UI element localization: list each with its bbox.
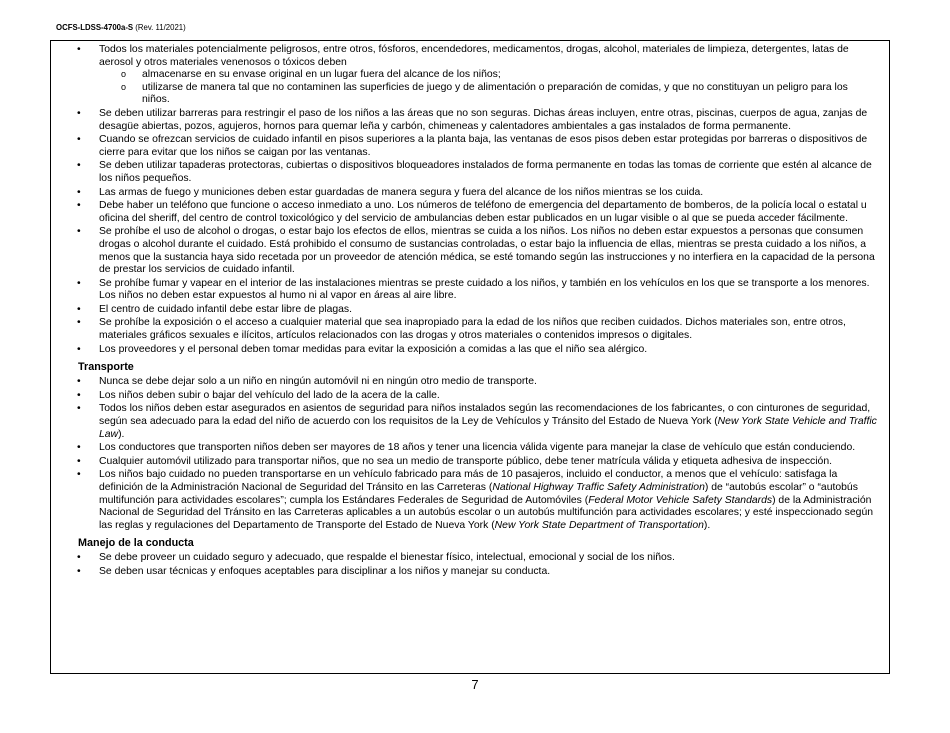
list-item: • Cualquier automóvil utilizado para transportar niños, que no sea un medio de transporte público, debe tener matrícula válida y etiqueta adhesiva de inspección. <box>50 456 890 469</box>
standards-name: Federal Motor Vehicle Safety Standards <box>588 494 773 506</box>
document-body <box>50 44 890 580</box>
list-item: • Se prohíbe la exposición o el acceso a cualquier material que sea inapropiado para la edad de los niños que reciben cuidados. Dichos materiales son, entre otros, materiales gráficos sexuales e ilícitos, artículos relacionados con las drogas y otros materiales o contenidos impresos o digitales. <box>50 317 890 342</box>
section-heading-transport: Transporte <box>78 361 134 374</box>
law-name: New York State Vehicle and Traffic Law <box>99 416 877 440</box>
department-name: New York State Department of Transportation <box>494 519 704 531</box>
list-item: • Las armas de fuego y municiones deben estar guardadas de manera segura y fuera del alcance de los niños mientras se los cuida. <box>50 187 890 200</box>
list-item: • Se debe proveer un cuidado seguro y adecuado, que respalde el bienestar físico, intelectual, emocional y social de los niños. <box>50 552 890 565</box>
list-item: • Los niños deben subir o bajar del vehículo del lado de la acera de la calle. <box>50 390 890 403</box>
sub-list-item: o utilizarse de manera tal que no contaminen las superficies de juego y de alimentación o preparación de comidas, y que no constituyan un peligro para los niños. <box>99 82 878 107</box>
list-item: • Los niños bajo cuidado no pueden transportarse en un vehículo fabricado para más de 10 pasajeros, incluido el conductor, a menos que el vehículo: satisfaga la definición de la Administración Nacional de Seguridad del Tránsito en las Carreteras (National Highway Traffic Safety Administration) de “autobús escolar” o “autobús multifunción para actividades escolares”; cumpla los Estándares Federales de Seguridad de Automóviles (Federal Motor Vehicle Safety Standards) de la Administración Nacional de Seguridad del Tránsito en las Carreteras aplicables a un autobús escolar o un autobús multifunción para actividades escolares; y esté inspeccionado según las reglas y regulaciones del Departamento de Transporte del Estado de Nueva York (New York State Department of Transportation). <box>50 469 890 532</box>
list-item: • Todos los niños deben estar asegurados en asientos de seguridad para niños instalados según las recomendaciones de los fabricantes, o con cinturones de seguridad, según sea adecuado para la edad del niño de acuerdo con los requisitos de la Ley de Vehículos y Tránsito del Estado de Nueva York (New York State Vehicle and Traffic Law). <box>50 403 890 441</box>
form-header <box>56 23 186 32</box>
page-number: 7 <box>471 677 479 692</box>
list-item: • Los proveedores y el personal deben tomar medidas para evitar la exposición a comidas a las que el niño sea alérgico. <box>50 344 890 357</box>
sub-list-item: o almacenarse en su envase original en un lugar fuera del alcance de los niños; <box>99 69 878 82</box>
list-item: • Se deben utilizar tapaderas protectoras, cubiertas o dispositivos bloqueadores instalados de forma permanente en todas las tomas de corriente que estén al alcance de los niños pequeños. <box>50 160 890 185</box>
list-item: • Se deben utilizar barreras para restringir el paso de los niños a las áreas que no son seguras. Dichas áreas incluyen, entre otras, piscinas, cuerpos de agua, zanjas de desagüe abiertas, pozos, agujeros, hornos para quemar leña y carbón, chimeneas y calentadores ambientales a gas instalados de forma permanente. <box>50 108 890 133</box>
sub-list <box>99 69 878 107</box>
list-item: • Se prohíbe fumar y vapear en el interior de las instalaciones mientras se preste cuidado a los niños, y también en los vehículos en los que se transporte a los menores. Los niños no deben estar expuestos al humo ni al vapor en áreas al aire libre. <box>50 278 890 303</box>
list-item: • Todos los materiales potencialmente peligrosos, entre otros, fósforos, encendedores, medicamentos, drogas, alcohol, materiales de limpieza, detergentes, latas de aerosol y otros materiales venenosos o tóxicos deben o almacenarse en su envase original en un lugar fuera del alcance de los niños; o utilizarse de manera tal que no contaminen las superficies de juego y de alimentación o preparación de comidas, y que no constituyan un peligro para los niños. <box>50 44 890 107</box>
list-item: • Debe haber un teléfono que funcione o acceso inmediato a uno. Los números de teléfono de emergencia del departamento de bomberos, de la policía local o estatal u oficina del sheriff, del centro de control toxicológico y del servicio de ambulancias deben estar publicados en un lugar visible o al que se pueda acceder fácilmente. <box>50 200 890 225</box>
list-item: • Los conductores que transporten niños deben ser mayores de 18 años y tener una licencia válida vigente para manejar la clase de vehículo que están conduciendo. <box>50 442 890 455</box>
list-item: • Nunca se debe dejar solo a un niño en ningún automóvil ni en ningún otro medio de transporte. <box>50 376 890 389</box>
form-id: OCFS-LDSS-4700a-S <box>56 23 134 32</box>
list-item: • Se prohíbe el uso de alcohol o drogas, o estar bajo los efectos de ellos, mientras se cuida a los niños. Los niños no deben estar expuestos a personas que consumen drogas o alcohol durante el cuidado. Está prohibido el consumo de sustancias controladas, o estar bajo la influencia de ellas, mientras se presta cuidado a los niños, a menos que la sustancia haya sido recetada por un proveedor de atención médica, se esté tomando según las instrucciones y no interfiera en la capacidad de la persona de prestar los servicios de cuidado infantil. <box>50 226 890 276</box>
list-item: • El centro de cuidado infantil debe estar libre de plagas. <box>50 304 890 317</box>
list-item: • Cuando se ofrezcan servicios de cuidado infantil en pisos superiores a la planta baja, las ventanas de esos pisos deben estar protegidas por barreras o dispositivos de cierre para evitar que los niños se caigan por las ventanas. <box>50 134 890 159</box>
form-revision: (Rev. 11/2021) <box>135 23 186 32</box>
transport-list <box>50 376 890 532</box>
safety-list <box>50 44 890 356</box>
list-item: • Se deben usar técnicas y enfoques aceptables para disciplinar a los niños y manejar su conducta. <box>50 566 890 579</box>
section-heading-conduct: Manejo de la conducta <box>78 537 194 550</box>
conduct-list <box>50 552 890 578</box>
agency-name: National Highway Traffic Safety Administration <box>492 482 705 493</box>
